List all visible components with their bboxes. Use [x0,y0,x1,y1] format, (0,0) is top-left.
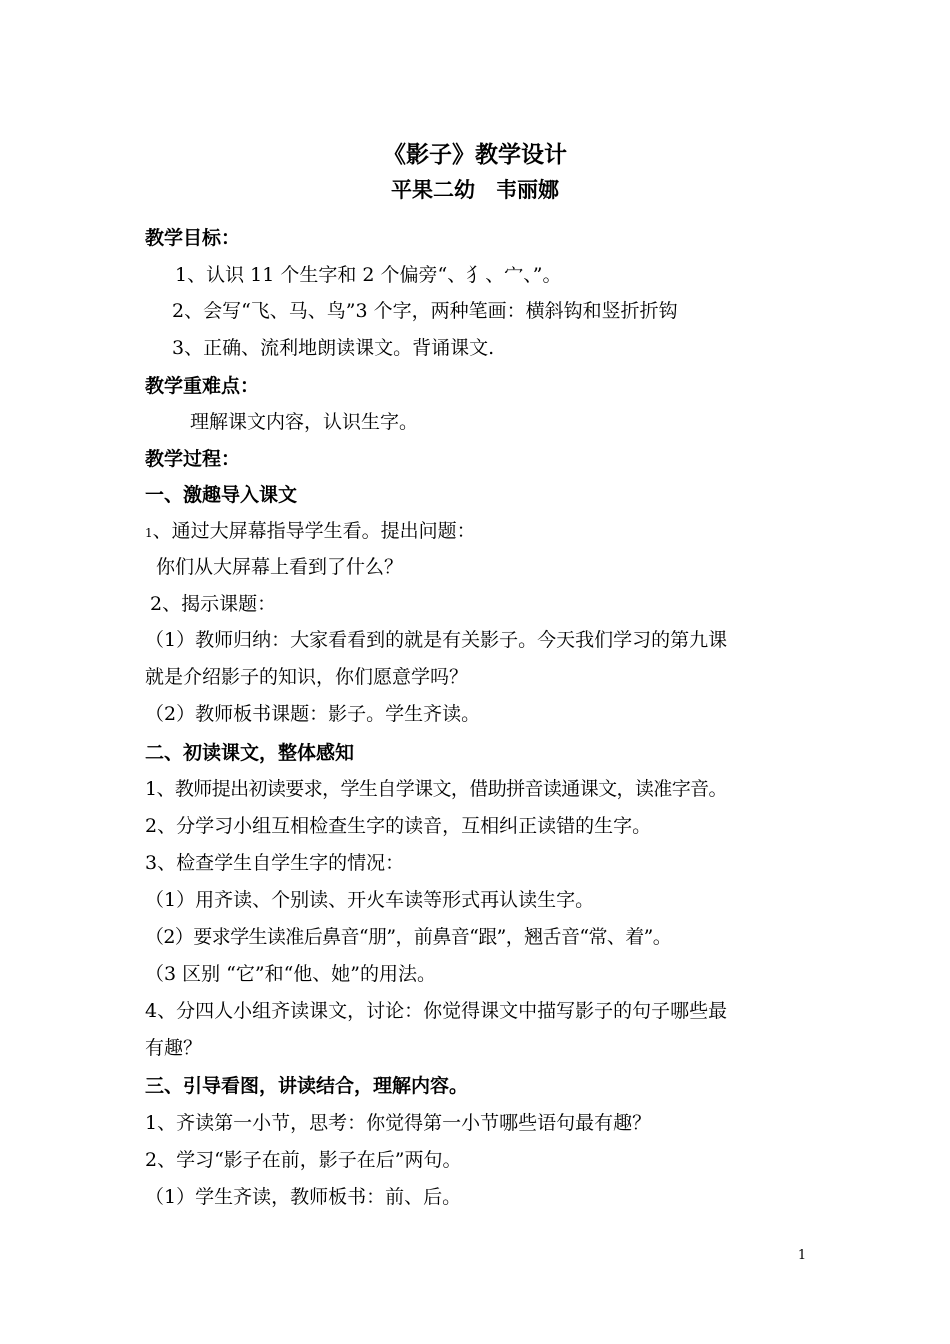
objective-1: 1、认识 11 个生字和 2 个偏旁“、犭、宀、”。 [175,264,562,286]
process-heading: 教学过程： [145,448,241,470]
part2-item4-line1: 4、分四人小组齐读课文，讨论：你觉得课文中描写影子的句子哪些最 [145,1000,728,1022]
objective-2: 2、会写“飞、马、鸟”3 个字，两种笔画：横斜钩和竖折折钩 [172,300,678,322]
part3-item2: 2、学习“影子在前，影子在后”两句。 [145,1149,462,1171]
part2-sub2: （2）要求学生读准后鼻音“朋”，前鼻音“跟”，翘舌音“常、着”。 [145,926,672,948]
objectives-heading: 教学目标： [145,227,241,249]
part3-sub1: （1）学生齐读，教师板书：前、后。 [145,1186,462,1208]
part1-item1-text: 、通过大屏幕指导学生看。提出问题： [152,520,476,542]
part2-item3: 3、检查学生自学生字的情况： [145,852,405,874]
part1-sub2: （2）教师板书课题：影子。学生齐读。 [145,703,481,725]
part2-sub1: （1）用齐读、个别读、开火车读等形式再认读生字。 [145,889,595,911]
part1-item2: 2、揭示课题： [150,593,277,615]
part3-item1: 1、齐读第一小节，思考：你觉得第一小节哪些语句最有趣？ [145,1112,652,1134]
part1-sub1-line2: 就是介绍影子的知识，你们愿意学吗？ [145,666,469,688]
part1-sub1-line1: （1）教师归纳：大家看看到的就是有关影子。今天我们学习的第九课 [145,629,728,651]
page-number: 1 [797,1248,807,1263]
part1-heading: 一、激趣导入课文 [145,484,298,506]
part2-sub3: （3 区别 “它”和“他、她”的用法。 [145,963,437,985]
part2-heading: 二、初读课文，整体感知 [145,742,355,764]
part1-question: 你们从大屏幕上看到了什么？ [156,556,404,578]
document-author: 平果二幼 韦丽娜 [391,178,559,202]
part2-item4-line2: 有趣？ [145,1037,203,1059]
part2-item1: 1、教师提出初读要求，学生自学课文，借助拼音读通课文，读准字音。 [145,778,727,800]
part3-heading: 三、引导看图，讲读结合，理解内容。 [145,1075,469,1097]
key-points-text: 理解课文内容，认识生字。 [190,411,419,433]
part1-item1-number: 1 [145,526,153,540]
part2-item2: 2、分学习小组互相检查生字的读音，互相纠正读错的生字。 [145,815,652,837]
key-points-heading: 教学重难点： [145,375,260,397]
document-title: 《影子》教学设计 [383,142,567,168]
objective-3: 3、正确、流利地朗读课文。背诵课文. [172,337,495,359]
part1-item1 [145,518,815,546]
